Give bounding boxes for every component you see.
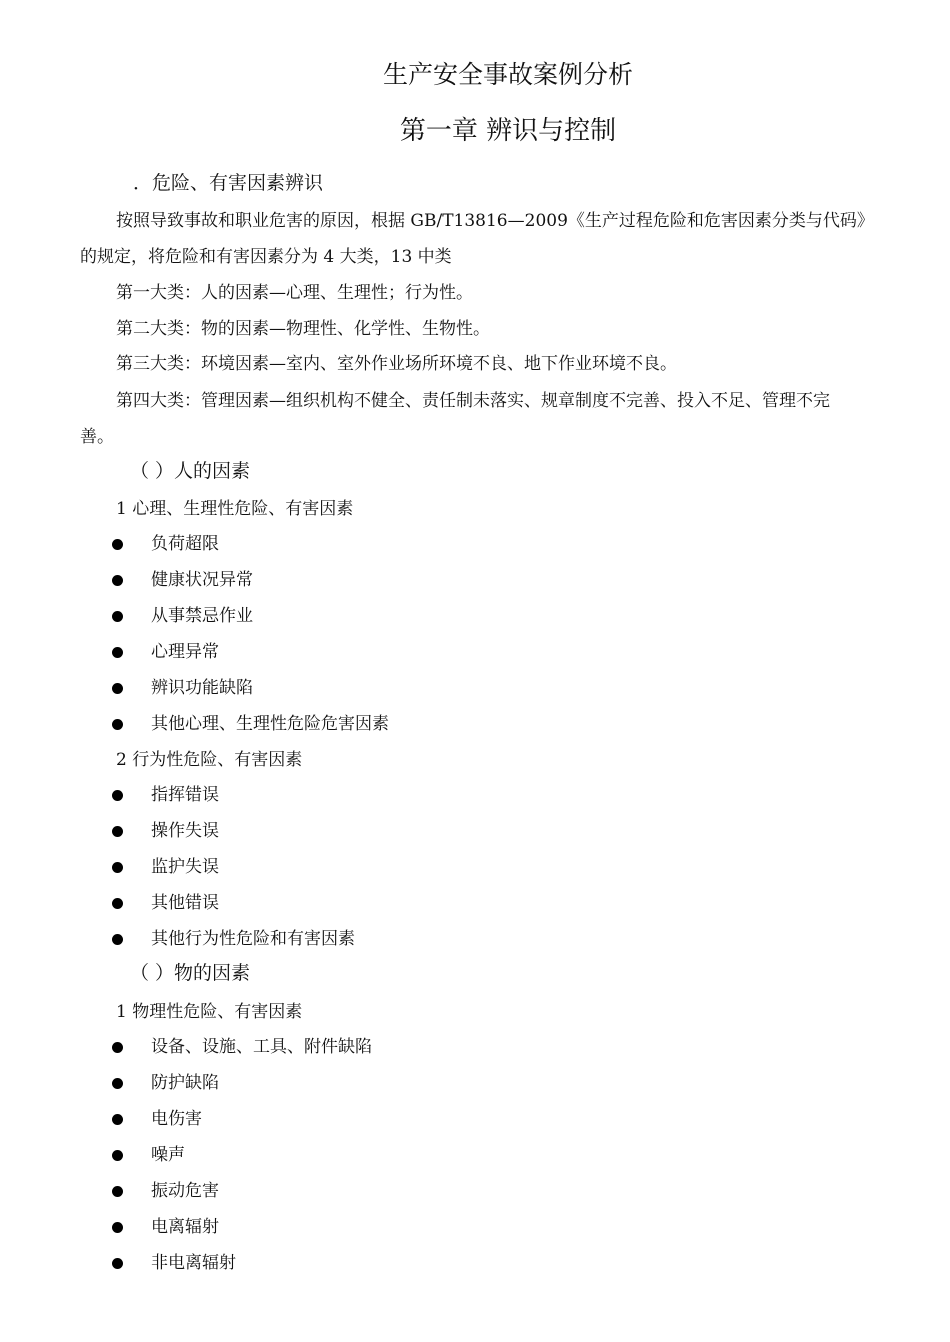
bullet-dot	[112, 1078, 123, 1089]
list-item: 防护缺陷	[151, 1073, 219, 1093]
material-sub1-heading: 1 物理性危险、有害因素	[116, 1002, 303, 1022]
list-item: 设备、设施、工具、附件缺陷	[151, 1037, 372, 1057]
list-item: 监护失误	[151, 857, 219, 877]
class-2-text: 第二大类：物的因素—物理性、化学性、生物性。	[116, 319, 490, 339]
list-item: 负荷超限	[151, 534, 219, 554]
bullet-dot	[112, 1114, 123, 1125]
bullet-dot	[112, 1186, 123, 1197]
bullet-dot	[112, 539, 123, 550]
human-sub2-heading: 2 行为性危险、有害因素	[116, 750, 303, 770]
bullet-dot	[112, 611, 123, 622]
bullet-dot	[112, 826, 123, 837]
list-item: 噪声	[151, 1145, 185, 1165]
bullet-dot	[112, 683, 123, 694]
bullet-dot	[112, 898, 123, 909]
human-factors-heading: （ ）人的因素	[130, 460, 251, 482]
list-item: 振动危害	[151, 1181, 219, 1201]
material-factors-heading: （ ）物的因素	[130, 962, 251, 984]
bullet-dot	[112, 1222, 123, 1233]
bullet-dot	[112, 1258, 123, 1269]
bullet-dot	[112, 1042, 123, 1053]
bullet-dot	[112, 790, 123, 801]
intro-paragraph-line1: 按照导致事故和职业危害的原因，根据 GB/T13816—2009《生产过程危险和危害因素分类与代码》	[116, 211, 874, 231]
list-item: 其他心理、生理性危险危害因素	[151, 714, 389, 734]
list-item: 健康状况异常	[151, 570, 253, 590]
class-4-text-line2: 善。	[80, 427, 114, 447]
class-4-text-line1: 第四大类：管理因素—组织机构不健全、责任制未落实、规章制度不完善、投入不足、管理不完	[116, 391, 830, 411]
intro-paragraph-line2: 的规定，将危险和有害因素分为 4 大类，13 中类	[80, 247, 452, 267]
list-item: 指挥错误	[151, 785, 219, 805]
class-1-text: 第一大类：人的因素—心理、生理性；行为性。	[116, 283, 473, 303]
bullet-dot	[112, 647, 123, 658]
list-item: 其他错误	[151, 893, 219, 913]
chapter-title: 第一章 辨识与控制	[399, 116, 617, 146]
list-item: 电伤害	[151, 1109, 202, 1129]
list-item: 电离辐射	[151, 1217, 219, 1237]
list-item: 其他行为性危险和有害因素	[151, 929, 355, 949]
class-3-text: 第三大类：环境因素—室内、室外作业场所环境不良、地下作业环境不良。	[116, 354, 677, 374]
bullet-dot	[112, 719, 123, 730]
bullet-dot	[112, 862, 123, 873]
bullet-dot	[112, 934, 123, 945]
list-item: 辨识功能缺陷	[151, 678, 253, 698]
list-item: 从事禁忌作业	[151, 606, 253, 626]
document-title: 生产安全事故案例分析	[382, 60, 633, 89]
list-item: 操作失误	[151, 821, 219, 841]
section-heading: ．危险、有害因素辨识	[133, 172, 324, 194]
human-sub1-heading: 1 心理、生理性危险、有害因素	[116, 499, 354, 519]
list-item: 非电离辐射	[151, 1253, 236, 1273]
bullet-dot	[112, 575, 123, 586]
list-item: 心理异常	[151, 642, 219, 662]
bullet-dot	[112, 1150, 123, 1161]
